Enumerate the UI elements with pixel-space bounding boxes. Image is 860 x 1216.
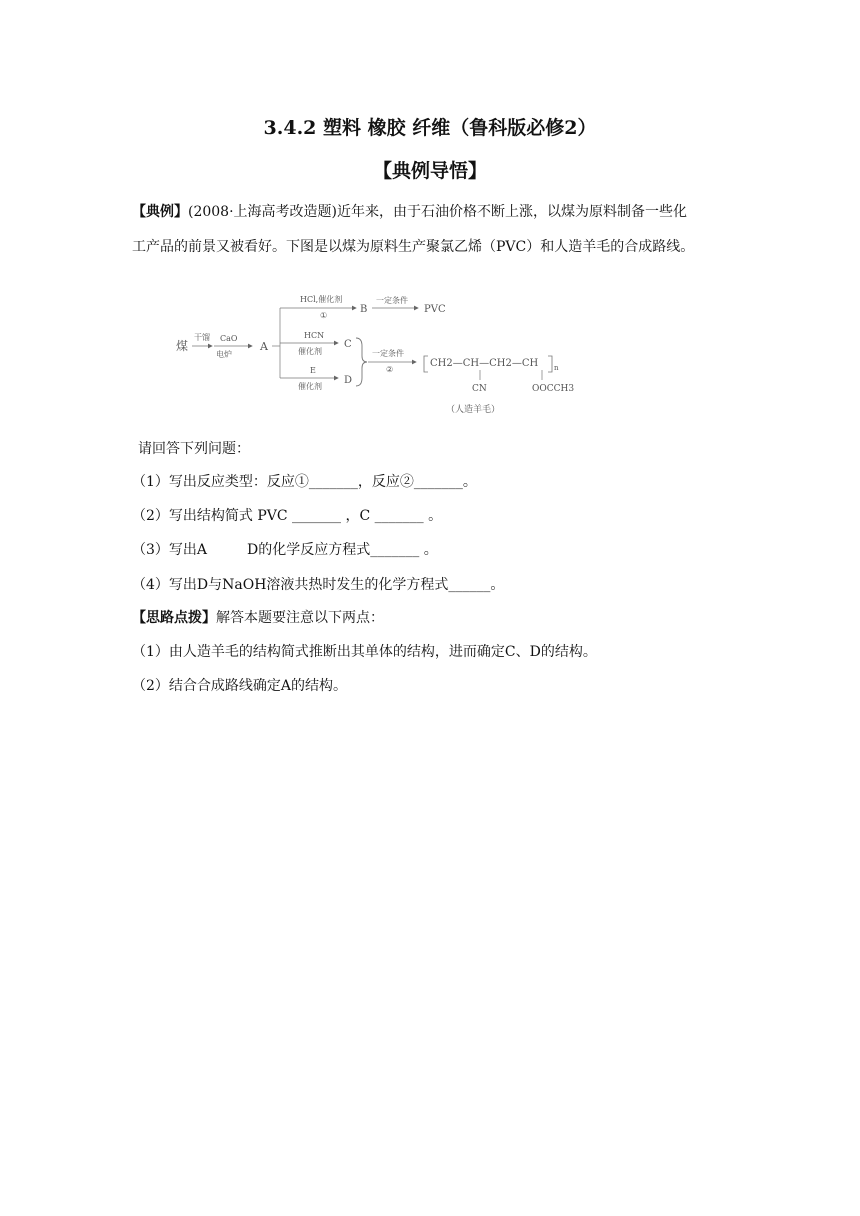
hint-line [132, 608, 752, 628]
label-b: B [360, 304, 368, 315]
label-step1: ① [320, 311, 328, 320]
question-3-after: D的化学反应方程式_______ 。 [247, 542, 438, 558]
brace [356, 338, 367, 386]
label-pvc: PVC [424, 304, 446, 315]
label-catalyst-1: 催化剂 [298, 347, 322, 356]
example-label: 【典例】 [132, 204, 188, 220]
label-catalyst-2: 催化剂 [298, 382, 322, 391]
label-condition-mid: 一定条件 [372, 349, 404, 358]
label-n: n [554, 364, 559, 372]
example-line-2: 工产品的前景又被看好。下图是以煤为原料生产聚氯乙烯（PVC）和人造羊毛的合成路线。 [132, 239, 695, 255]
label-electric-furnace: 电炉 [216, 350, 232, 359]
label-hcl-catalyst: HCl,催化剂 [300, 295, 343, 304]
label-product-name: （人造羊毛） [446, 405, 501, 415]
label-a: A [260, 340, 268, 353]
label-e: E [310, 366, 316, 375]
label-condition-top: 一定条件 [376, 296, 408, 305]
label-oocch3: OOCCH3 [532, 384, 575, 394]
example-text-1: (2008·上海高考改造题)近年来，由于石油价格不断上涨，以煤为原料制备一些化 [188, 204, 688, 220]
label-cn: CN [472, 384, 487, 394]
label-dry-distill: 干馏 [194, 333, 210, 342]
synthesis-route-svg [170, 290, 590, 420]
label-coal: 煤 [176, 339, 189, 353]
page-title: 3.4.2 塑料 橡胶 纤维（鲁科版必修2） [263, 117, 597, 139]
label-d: D [344, 375, 353, 386]
label-hcn: HCN [304, 331, 325, 340]
question-4: （4）写出D与NaOH溶液共热时发生的化学方程式______。 [132, 577, 505, 593]
question-prompt: 请回答下列问题： [138, 441, 250, 457]
question-2: （2）写出结构简式 PVC _______ ，C _______ 。 [132, 508, 443, 524]
hint-point-1: （1）由人造羊毛的结构简式推断出其单体的结构，进而确定C、D的结构。 [132, 644, 597, 660]
question-1: （1）写出反应类型：反应①_______，反应②_______。 [132, 474, 477, 490]
label-chain: CH2—CH—CH2—CH [430, 358, 539, 369]
label-cao: CaO [220, 334, 238, 343]
synthesis-route-diagram [170, 290, 590, 420]
section-heading: 【典例导悟】 [372, 160, 487, 182]
question-3 [132, 540, 752, 560]
example-line-1 [132, 202, 752, 222]
hint-label: 【思路点拨】 [132, 610, 216, 626]
label-step2: ② [386, 365, 394, 374]
label-c: C [344, 339, 352, 350]
question-3-before: （3）写出A [132, 542, 208, 558]
bracket-left [424, 356, 428, 372]
hint-point-2: （2）结合合成路线确定A的结构。 [132, 678, 348, 694]
hint-text: 解答本题要注意以下两点： [216, 610, 384, 626]
bracket-right [548, 356, 552, 372]
